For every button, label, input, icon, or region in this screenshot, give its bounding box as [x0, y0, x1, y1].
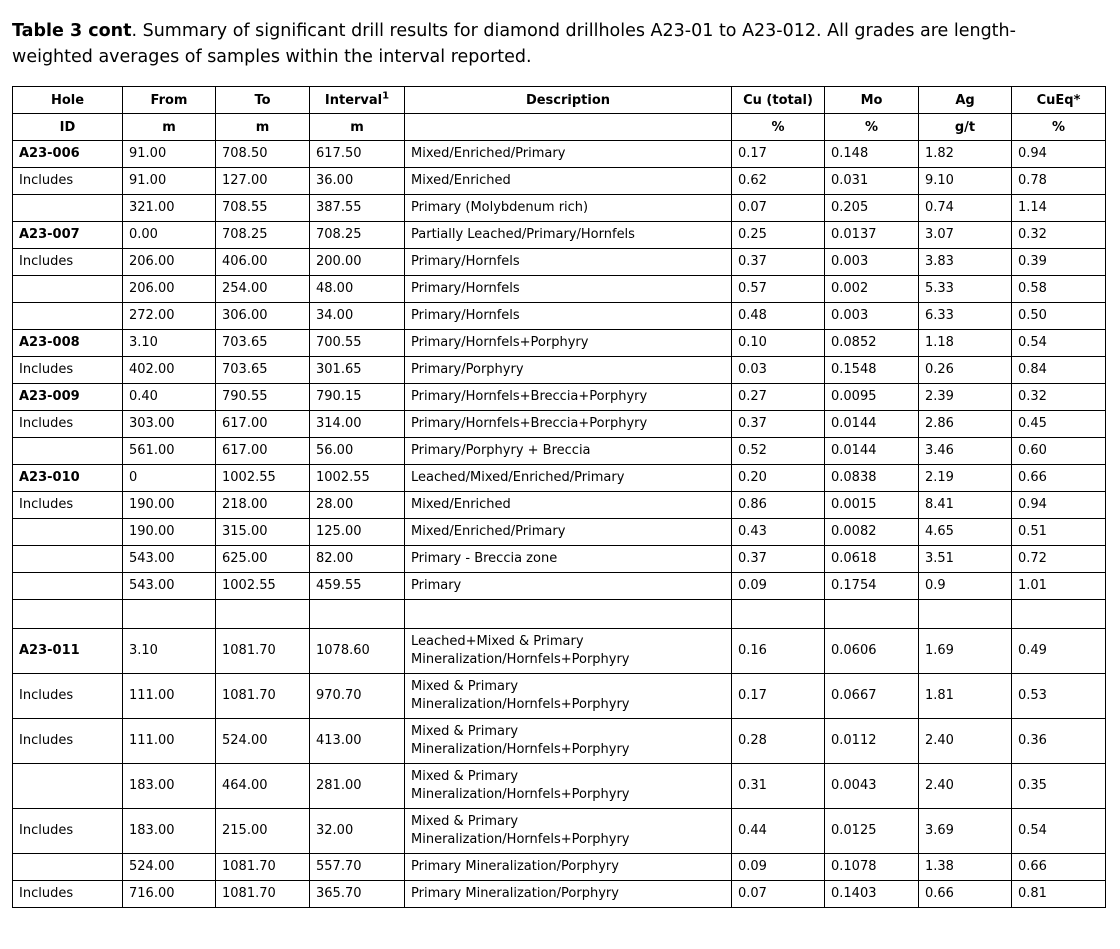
cell-cu: 0.25 — [732, 222, 825, 249]
cell-from: 183.00 — [123, 809, 216, 854]
cell-to: 625.00 — [216, 546, 310, 573]
header-from: From — [123, 87, 216, 114]
cell-mo: 0.0618 — [825, 546, 919, 573]
cell-to: 703.65 — [216, 357, 310, 384]
cell-from: 303.00 — [123, 411, 216, 438]
cell-mo: 0.0606 — [825, 629, 919, 674]
cell-interval: 125.00 — [310, 519, 405, 546]
cell-cu: 0.10 — [732, 330, 825, 357]
cell-ag: 0.9 — [919, 573, 1012, 600]
cell-from: 0.00 — [123, 222, 216, 249]
cell-mo: 0.1548 — [825, 357, 919, 384]
cell-mo: 0.0043 — [825, 764, 919, 809]
cell-cueq: 0.49 — [1012, 629, 1106, 674]
cell-from: 183.00 — [123, 764, 216, 809]
table-row — [13, 276, 1106, 303]
cell-desc: Mixed & Primary Mineralization/Hornfels+Porphyry — [405, 809, 732, 854]
cell-hole — [13, 276, 123, 303]
cell-hole: A23-008 — [13, 330, 123, 357]
cell-from: 402.00 — [123, 357, 216, 384]
cell-desc: Primary/Hornfels+Breccia+Porphyry — [405, 384, 732, 411]
cell-cueq: 0.94 — [1012, 492, 1106, 519]
cell-ag: 3.46 — [919, 438, 1012, 465]
cell-hole: Includes — [13, 809, 123, 854]
cell-interval: 617.50 — [310, 141, 405, 168]
drill-results-table — [12, 86, 1106, 908]
cell-to: 1081.70 — [216, 881, 310, 908]
cell-from: 0 — [123, 465, 216, 492]
cell-mo: 0.0112 — [825, 719, 919, 764]
cell-ag: 3.69 — [919, 809, 1012, 854]
table-row — [13, 465, 1106, 492]
cell-hole: Includes — [13, 674, 123, 719]
cell-mo: 0.003 — [825, 249, 919, 276]
cell-interval: 48.00 — [310, 276, 405, 303]
cell-ag: 0.66 — [919, 881, 1012, 908]
cell-hole: A23-009 — [13, 384, 123, 411]
header-cu-unit: % — [732, 114, 825, 141]
cell-from: 91.00 — [123, 168, 216, 195]
header-mo-unit: % — [825, 114, 919, 141]
cell-desc: Primary/Hornfels+Breccia+Porphyry — [405, 411, 732, 438]
cell-desc: Primary Mineralization/Porphyry — [405, 881, 732, 908]
cell-to: 524.00 — [216, 719, 310, 764]
table-row — [13, 492, 1106, 519]
cell-cueq: 0.66 — [1012, 465, 1106, 492]
table-row — [13, 573, 1106, 600]
cell-ag: 1.81 — [919, 674, 1012, 719]
cell-hole — [13, 303, 123, 330]
cell-cu: 0.43 — [732, 519, 825, 546]
cell-desc: Mixed/Enriched/Primary — [405, 519, 732, 546]
cell-from: 272.00 — [123, 303, 216, 330]
cell-cueq: 0.53 — [1012, 674, 1106, 719]
cell-from: 111.00 — [123, 719, 216, 764]
cell-hole: A23-011 — [13, 629, 123, 674]
cell-ag: 2.19 — [919, 465, 1012, 492]
cell-from: 543.00 — [123, 546, 216, 573]
cell-hole: Includes — [13, 249, 123, 276]
cell-cu: 0.86 — [732, 492, 825, 519]
cell-ag: 9.10 — [919, 168, 1012, 195]
cell-interval: 970.70 — [310, 674, 405, 719]
cell-from: 524.00 — [123, 854, 216, 881]
cell-cueq: 0.32 — [1012, 222, 1106, 249]
header-row-1 — [13, 87, 1106, 114]
cell-interval: 28.00 — [310, 492, 405, 519]
cell-cu: 0.28 — [732, 719, 825, 764]
cell-desc: Primary — [405, 573, 732, 600]
cell-cu: 0.31 — [732, 764, 825, 809]
cell-ag: 6.33 — [919, 303, 1012, 330]
cell-cueq: 0.36 — [1012, 719, 1106, 764]
cell-cu: 0.62 — [732, 168, 825, 195]
cell-cueq — [1012, 600, 1106, 629]
table-row — [13, 330, 1106, 357]
cell-hole — [13, 854, 123, 881]
cell-desc: Mixed & Primary Mineralization/Hornfels+Porphyry — [405, 674, 732, 719]
table-row — [13, 809, 1106, 854]
header-description-unit — [405, 114, 732, 141]
cell-to: 1002.55 — [216, 465, 310, 492]
cell-ag: 0.74 — [919, 195, 1012, 222]
cell-from: 716.00 — [123, 881, 216, 908]
cell-hole — [13, 519, 123, 546]
cell-desc: Primary/Hornfels — [405, 276, 732, 303]
cell-interval: 365.70 — [310, 881, 405, 908]
cell-interval: 459.55 — [310, 573, 405, 600]
cell-hole — [13, 573, 123, 600]
cell-cu: 0.09 — [732, 854, 825, 881]
cell-to: 617.00 — [216, 438, 310, 465]
cell-ag: 2.39 — [919, 384, 1012, 411]
cell-interval: 32.00 — [310, 809, 405, 854]
cell-cueq: 0.32 — [1012, 384, 1106, 411]
cell-ag: 0.26 — [919, 357, 1012, 384]
cell-hole — [13, 600, 123, 629]
table-row — [13, 303, 1106, 330]
cell-ag: 1.38 — [919, 854, 1012, 881]
cell-cueq: 0.60 — [1012, 438, 1106, 465]
cell-mo: 0.0137 — [825, 222, 919, 249]
cell-desc: Leached/Mixed/Enriched/Primary — [405, 465, 732, 492]
cell-cueq: 0.66 — [1012, 854, 1106, 881]
cell-cu: 0.27 — [732, 384, 825, 411]
table-body — [13, 141, 1106, 908]
cell-ag: 2.40 — [919, 719, 1012, 764]
header-mo: Mo — [825, 87, 919, 114]
cell-cueq: 0.94 — [1012, 141, 1106, 168]
cell-to — [216, 600, 310, 629]
header-ag-unit: g/t — [919, 114, 1012, 141]
cell-ag: 3.83 — [919, 249, 1012, 276]
cell-interval: 708.25 — [310, 222, 405, 249]
cell-ag: 8.41 — [919, 492, 1012, 519]
cell-cu — [732, 600, 825, 629]
table-row — [13, 411, 1106, 438]
cell-from: 206.00 — [123, 276, 216, 303]
cell-mo: 0.0015 — [825, 492, 919, 519]
cell-cu: 0.07 — [732, 881, 825, 908]
cell-hole: Includes — [13, 411, 123, 438]
cell-desc: Mixed & Primary Mineralization/Hornfels+Porphyry — [405, 719, 732, 764]
table-row — [13, 764, 1106, 809]
cell-cueq: 0.58 — [1012, 276, 1106, 303]
table-caption-text: . Summary of significant drill results for diamond drillholes A23-01 to A23-012. All grades are length-weighted averages of samples within the interval reported. — [12, 21, 1016, 67]
cell-interval: 1078.60 — [310, 629, 405, 674]
cell-hole — [13, 546, 123, 573]
table-row — [13, 195, 1106, 222]
cell-mo — [825, 600, 919, 629]
table-row — [13, 168, 1106, 195]
header-cueq: CuEq* — [1012, 87, 1106, 114]
header-cueq-unit: % — [1012, 114, 1106, 141]
table-row — [13, 546, 1106, 573]
cell-ag: 2.40 — [919, 764, 1012, 809]
cell-cueq: 0.78 — [1012, 168, 1106, 195]
cell-interval: 34.00 — [310, 303, 405, 330]
cell-desc: Leached+Mixed & Primary Mineralization/Hornfels+Porphyry — [405, 629, 732, 674]
cell-mo: 0.0144 — [825, 411, 919, 438]
cell-from: 3.10 — [123, 629, 216, 674]
cell-ag: 3.07 — [919, 222, 1012, 249]
cell-cu: 0.03 — [732, 357, 825, 384]
header-row-2 — [13, 114, 1106, 141]
cell-desc: Primary Mineralization/Porphyry — [405, 854, 732, 881]
cell-cueq: 0.81 — [1012, 881, 1106, 908]
cell-to: 708.50 — [216, 141, 310, 168]
cell-interval: 413.00 — [310, 719, 405, 764]
cell-to: 406.00 — [216, 249, 310, 276]
cell-cueq: 1.14 — [1012, 195, 1106, 222]
cell-from: 0.40 — [123, 384, 216, 411]
cell-cueq: 0.84 — [1012, 357, 1106, 384]
cell-from: 206.00 — [123, 249, 216, 276]
cell-mo: 0.0144 — [825, 438, 919, 465]
cell-ag: 1.69 — [919, 629, 1012, 674]
cell-from: 321.00 — [123, 195, 216, 222]
cell-to: 703.65 — [216, 330, 310, 357]
cell-hole: A23-010 — [13, 465, 123, 492]
cell-cu: 0.07 — [732, 195, 825, 222]
cell-desc: Primary - Breccia zone — [405, 546, 732, 573]
cell-hole: A23-006 — [13, 141, 123, 168]
table-header — [13, 87, 1106, 141]
cell-to: 218.00 — [216, 492, 310, 519]
cell-mo: 0.1403 — [825, 881, 919, 908]
cell-to: 1081.70 — [216, 854, 310, 881]
cell-to: 464.00 — [216, 764, 310, 809]
cell-desc: Primary/Hornfels+Porphyry — [405, 330, 732, 357]
cell-mo: 0.0667 — [825, 674, 919, 719]
cell-desc: Primary/Porphyry — [405, 357, 732, 384]
cell-interval: 82.00 — [310, 546, 405, 573]
cell-interval: 387.55 — [310, 195, 405, 222]
table-row — [13, 357, 1106, 384]
cell-cu: 0.17 — [732, 141, 825, 168]
cell-desc: Primary/Hornfels — [405, 249, 732, 276]
cell-mo: 0.1078 — [825, 854, 919, 881]
cell-to: 1081.70 — [216, 674, 310, 719]
cell-to: 708.55 — [216, 195, 310, 222]
cell-to: 315.00 — [216, 519, 310, 546]
cell-from: 91.00 — [123, 141, 216, 168]
cell-from: 3.10 — [123, 330, 216, 357]
table-row — [13, 519, 1106, 546]
cell-to: 708.25 — [216, 222, 310, 249]
cell-mo: 0.1754 — [825, 573, 919, 600]
cell-hole — [13, 195, 123, 222]
cell-cueq: 1.01 — [1012, 573, 1106, 600]
cell-hole — [13, 764, 123, 809]
cell-mo: 0.205 — [825, 195, 919, 222]
cell-mo: 0.0082 — [825, 519, 919, 546]
cell-to: 790.55 — [216, 384, 310, 411]
cell-interval: 56.00 — [310, 438, 405, 465]
cell-interval: 281.00 — [310, 764, 405, 809]
header-interval-unit: m — [310, 114, 405, 141]
cell-cu: 0.37 — [732, 411, 825, 438]
cell-interval: 557.70 — [310, 854, 405, 881]
header-cu-total: Cu (total) — [732, 87, 825, 114]
cell-hole: Includes — [13, 357, 123, 384]
cell-from: 543.00 — [123, 573, 216, 600]
cell-mo: 0.0838 — [825, 465, 919, 492]
cell-desc: Mixed/Enriched/Primary — [405, 141, 732, 168]
cell-interval: 700.55 — [310, 330, 405, 357]
cell-ag — [919, 600, 1012, 629]
header-hole: Hole — [13, 87, 123, 114]
cell-to: 1081.70 — [216, 629, 310, 674]
cell-from: 111.00 — [123, 674, 216, 719]
cell-hole: Includes — [13, 719, 123, 764]
cell-desc — [405, 600, 732, 629]
table-row — [13, 384, 1106, 411]
table-row — [13, 141, 1106, 168]
cell-interval: 200.00 — [310, 249, 405, 276]
cell-desc: Primary/Porphyry + Breccia — [405, 438, 732, 465]
cell-to: 254.00 — [216, 276, 310, 303]
header-to-unit: m — [216, 114, 310, 141]
header-ag: Ag — [919, 87, 1012, 114]
cell-cueq: 0.54 — [1012, 809, 1106, 854]
cell-to: 127.00 — [216, 168, 310, 195]
table-row — [13, 438, 1106, 465]
cell-hole: Includes — [13, 492, 123, 519]
cell-cueq: 0.54 — [1012, 330, 1106, 357]
table-row — [13, 854, 1106, 881]
cell-mo: 0.148 — [825, 141, 919, 168]
cell-cu: 0.44 — [732, 809, 825, 854]
table-row — [13, 249, 1106, 276]
cell-cueq: 0.45 — [1012, 411, 1106, 438]
cell-interval: 301.65 — [310, 357, 405, 384]
cell-desc: Mixed/Enriched — [405, 492, 732, 519]
header-to: To — [216, 87, 310, 114]
header-from-unit: m — [123, 114, 216, 141]
cell-cu: 0.20 — [732, 465, 825, 492]
cell-ag: 2.86 — [919, 411, 1012, 438]
cell-desc: Primary/Hornfels — [405, 303, 732, 330]
cell-mo: 0.003 — [825, 303, 919, 330]
cell-hole: Includes — [13, 168, 123, 195]
cell-ag: 4.65 — [919, 519, 1012, 546]
table-caption-number: Table 3 cont — [12, 21, 132, 41]
cell-desc: Primary (Molybdenum rich) — [405, 195, 732, 222]
cell-cu: 0.16 — [732, 629, 825, 674]
cell-hole: A23-007 — [13, 222, 123, 249]
cell-cueq: 0.51 — [1012, 519, 1106, 546]
cell-interval: 790.15 — [310, 384, 405, 411]
cell-interval: 1002.55 — [310, 465, 405, 492]
cell-interval: 314.00 — [310, 411, 405, 438]
spacer-row — [13, 600, 1106, 629]
table-row — [13, 674, 1106, 719]
cell-hole — [13, 438, 123, 465]
cell-cueq: 0.50 — [1012, 303, 1106, 330]
table-caption — [12, 18, 1090, 70]
cell-interval: 36.00 — [310, 168, 405, 195]
cell-mo: 0.031 — [825, 168, 919, 195]
cell-mo: 0.0125 — [825, 809, 919, 854]
cell-cu: 0.37 — [732, 546, 825, 573]
table-row — [13, 222, 1106, 249]
cell-cu: 0.57 — [732, 276, 825, 303]
table-row — [13, 881, 1106, 908]
cell-ag: 5.33 — [919, 276, 1012, 303]
cell-cu: 0.52 — [732, 438, 825, 465]
cell-from: 190.00 — [123, 519, 216, 546]
cell-ag: 1.18 — [919, 330, 1012, 357]
cell-mo: 0.002 — [825, 276, 919, 303]
cell-from: 561.00 — [123, 438, 216, 465]
header-hole-unit: ID — [13, 114, 123, 141]
table-row — [13, 629, 1106, 674]
cell-to: 306.00 — [216, 303, 310, 330]
cell-desc: Partially Leached/Primary/Hornfels — [405, 222, 732, 249]
cell-hole: Includes — [13, 881, 123, 908]
cell-cueq: 0.72 — [1012, 546, 1106, 573]
cell-desc: Mixed & Primary Mineralization/Hornfels+Porphyry — [405, 764, 732, 809]
cell-desc: Mixed/Enriched — [405, 168, 732, 195]
cell-to: 617.00 — [216, 411, 310, 438]
cell-mo: 0.0852 — [825, 330, 919, 357]
cell-from — [123, 600, 216, 629]
cell-interval — [310, 600, 405, 629]
header-description: Description — [405, 87, 732, 114]
cell-cueq: 0.39 — [1012, 249, 1106, 276]
cell-to: 215.00 — [216, 809, 310, 854]
cell-cu: 0.48 — [732, 303, 825, 330]
cell-to: 1002.55 — [216, 573, 310, 600]
header-interval: Interval$^1$ — [310, 87, 405, 114]
cell-cu: 0.17 — [732, 674, 825, 719]
cell-ag: 3.51 — [919, 546, 1012, 573]
interval-footnote-marker: 1 — [382, 90, 390, 102]
cell-from: 190.00 — [123, 492, 216, 519]
cell-cu: 0.09 — [732, 573, 825, 600]
cell-cu: 0.37 — [732, 249, 825, 276]
table-row — [13, 719, 1106, 764]
cell-mo: 0.0095 — [825, 384, 919, 411]
cell-cueq: 0.35 — [1012, 764, 1106, 809]
cell-ag: 1.82 — [919, 141, 1012, 168]
